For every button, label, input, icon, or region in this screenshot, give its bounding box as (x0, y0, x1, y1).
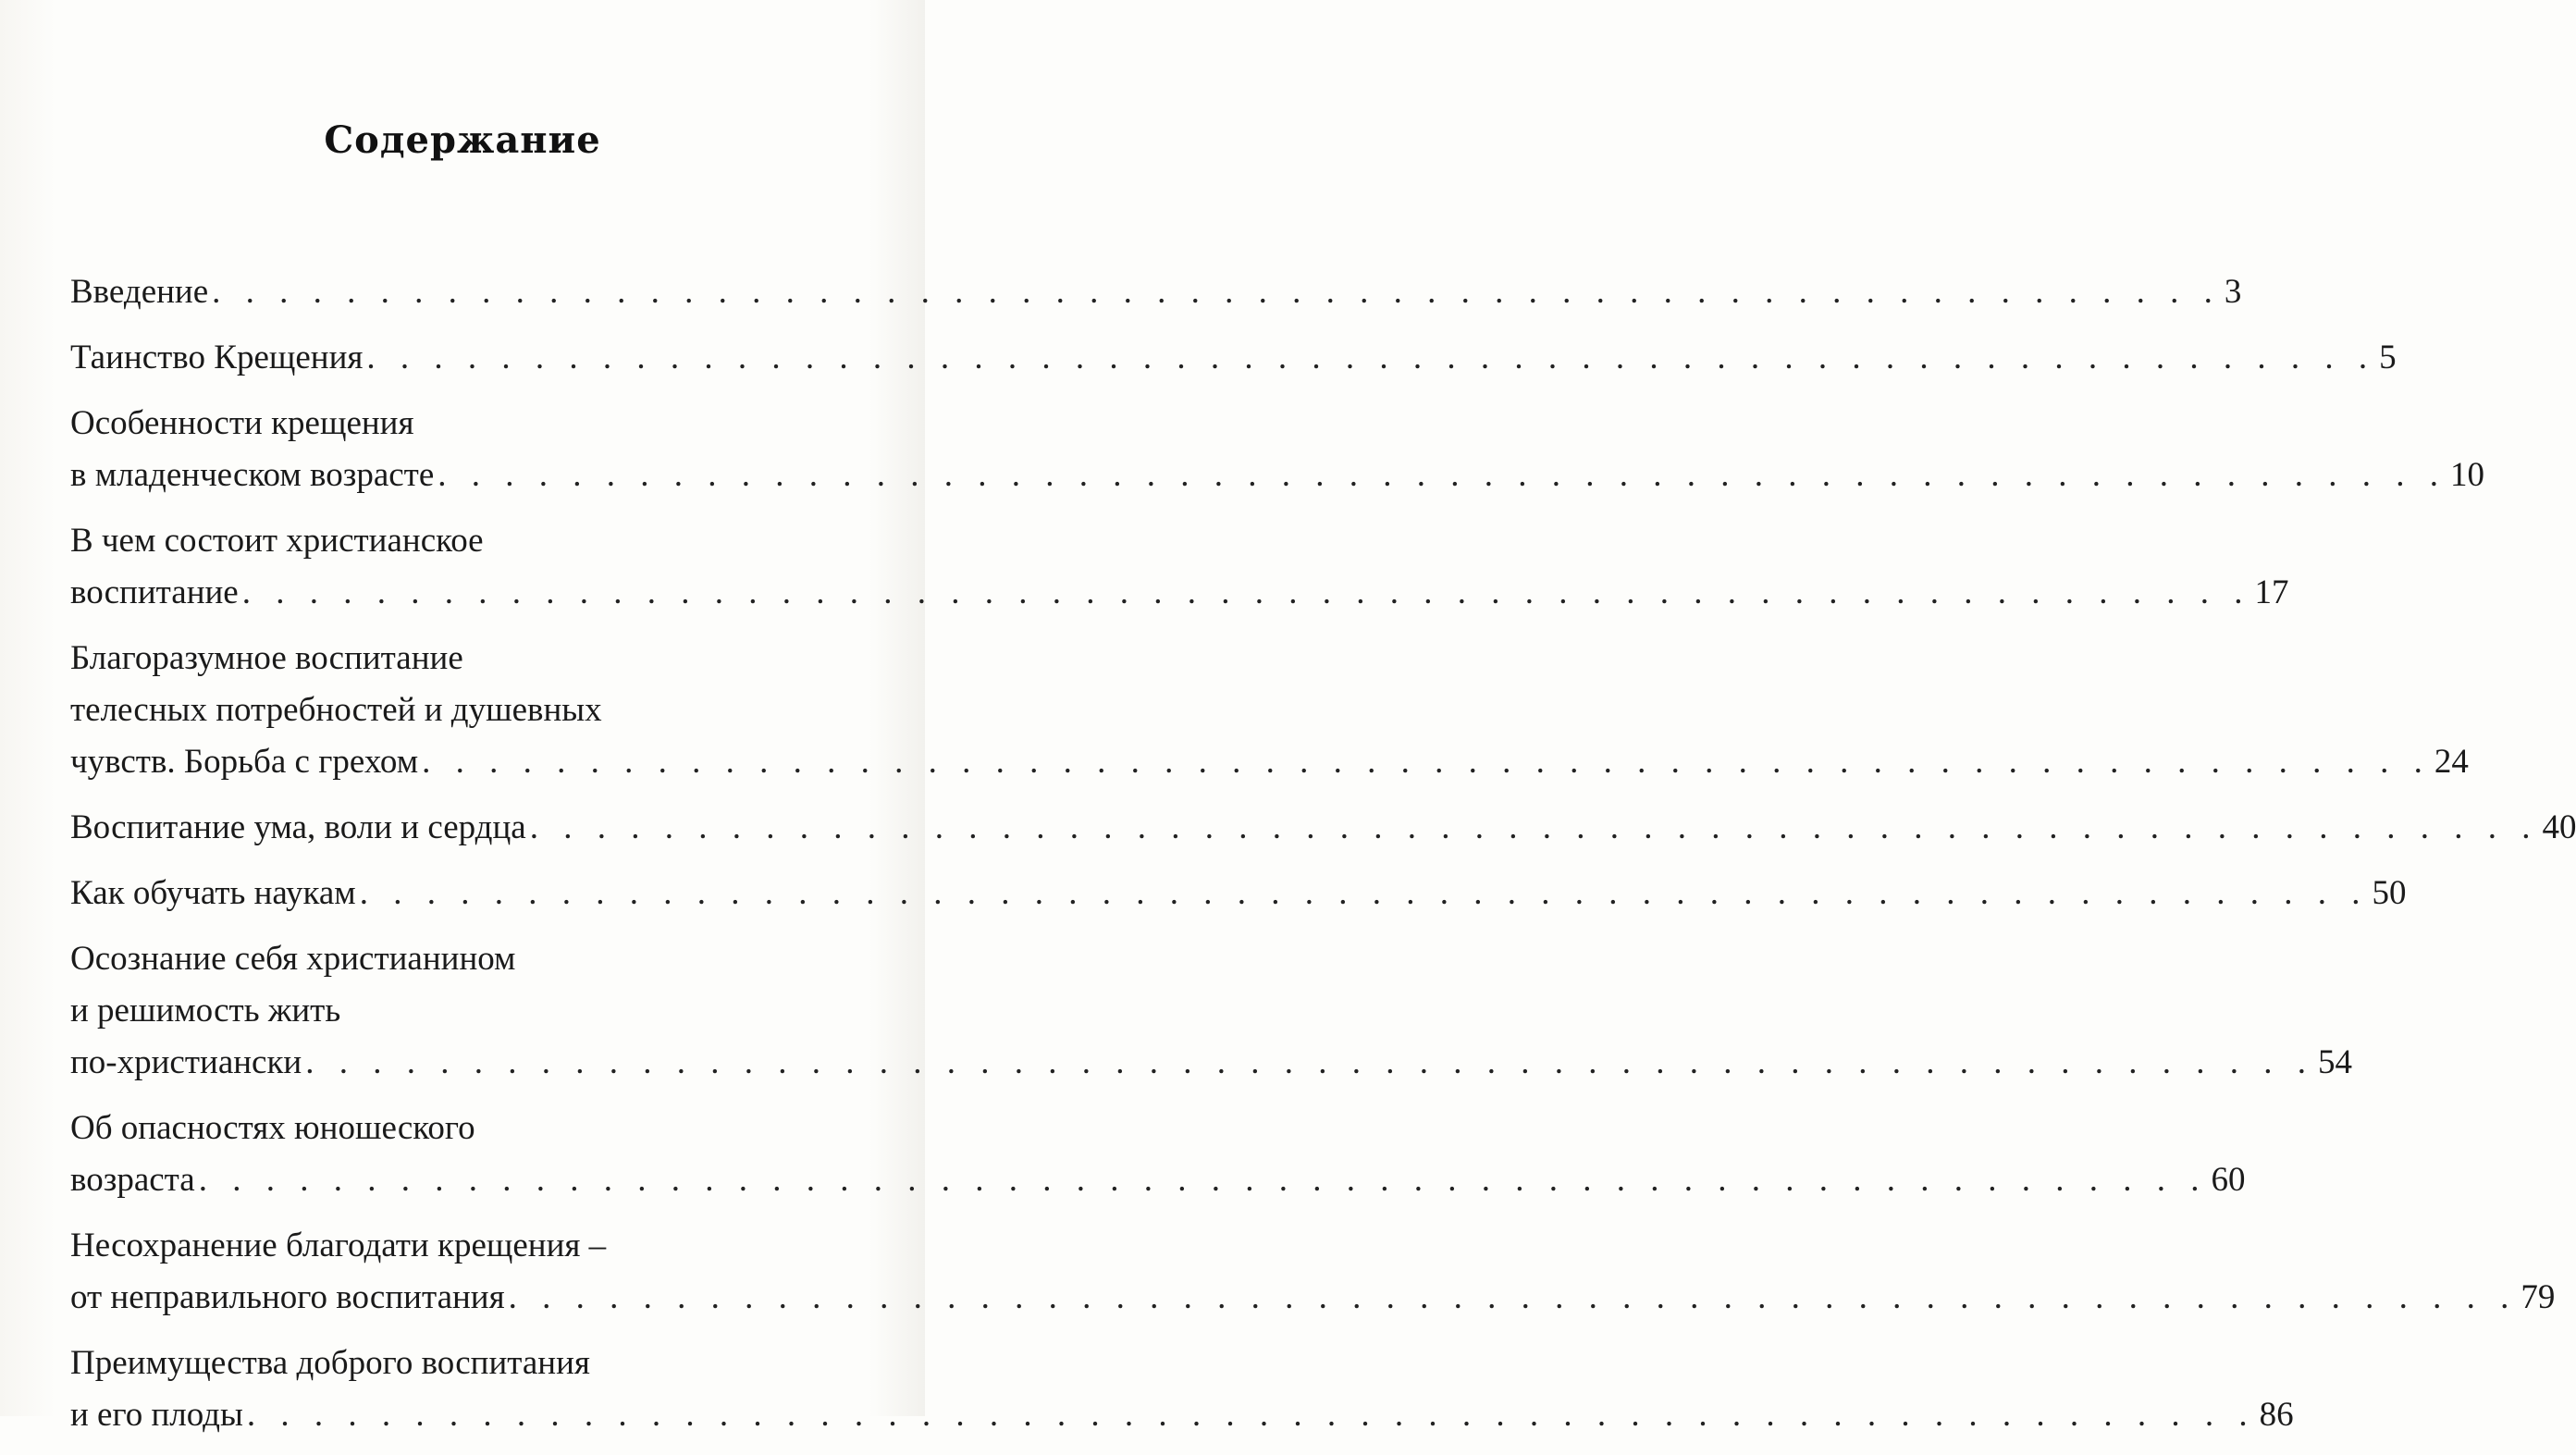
toc-entry-title-line: чувств. Борьба с грехом (70, 743, 419, 781)
page-title: Содержание (324, 118, 601, 162)
toc-entry-title-line: возраста (70, 1161, 195, 1199)
toc-entry-title-line: Воспитание ума, воли и сердца (70, 808, 526, 846)
toc-entry-row (70, 736, 2469, 788)
page-number: 79 (2521, 1278, 2556, 1316)
toc-entry-row (70, 868, 2407, 919)
toc-entry (70, 802, 2576, 854)
toc-entry-row (70, 567, 2289, 619)
toc-entry (70, 1103, 2246, 1206)
dot-leader: . . . . . . . . . . . . . . . . . . . . . . . . . . . . . . . . . . . . . . . . . . . . . . . . . . . . . . . . . . . . (438, 456, 2447, 494)
dot-leader: . . . . . . . . . . . . . . . . . . . . . . . . . . . . . . . . . . . . . . . . . . . . . . . . . . . . . . . . . . . . (212, 273, 2221, 311)
page-number: 60 (2211, 1161, 2246, 1199)
toc-entry-title-line: Как обучать наукам (70, 874, 356, 912)
page-number: 10 (2450, 456, 2485, 494)
page-number: 5 (2379, 339, 2397, 376)
page-number: 50 (2372, 874, 2407, 912)
toc-entry-title-line: телесных потребностей и душевных (70, 691, 602, 729)
toc-entry-title-line: Несохранение благодати крещения – (70, 1227, 607, 1264)
dot-leader: . . . . . . . . . . . . . . . . . . . . . . . . . . . . . . . . . . . . . . . . . . . . . . . . . . . . . . . . . . . . (246, 1396, 2256, 1434)
toc-entry-row (70, 1154, 2246, 1206)
toc-entry-row (70, 1389, 2294, 1441)
toc-entry (70, 1338, 2294, 1441)
toc-entry (70, 868, 2407, 919)
toc-entry-row (70, 450, 2485, 501)
toc-entry-row (70, 1037, 2352, 1089)
toc-entry-title-line: и его плоды (70, 1396, 243, 1434)
page-number: 17 (2254, 573, 2289, 611)
table-of-contents (70, 266, 2576, 1455)
page-number: 54 (2318, 1043, 2352, 1081)
toc-entry-title-line: В чем состоит христианское (70, 522, 484, 560)
toc-entry-title-line: по-христиански (70, 1043, 302, 1081)
toc-entry (70, 266, 2242, 318)
toc-entry (70, 633, 2469, 788)
toc-entry-title-line: Преимущества доброго воспитания (70, 1344, 590, 1382)
toc-entry-title-line: Введение (70, 273, 209, 311)
toc-entry-title-line: от неправильного воспитания (70, 1278, 505, 1316)
toc-entry-title-line: Об опасностях юношеского (70, 1109, 475, 1147)
toc-entry (70, 332, 2397, 384)
toc-entry-title-line: Особенности крещения (70, 404, 414, 442)
toc-entry-title-line: и решимость жить (70, 992, 341, 1030)
toc-entry-title-line: Благоразумное воспитание (70, 639, 463, 677)
toc-entry (70, 515, 2289, 619)
dot-leader: . . . . . . . . . . . . . . . . . . . . . . . . . . . . . . . . . . . . . . . . . . . . . . . . . . . . . . . . . . . . (359, 874, 2369, 912)
page-number: 86 (2259, 1396, 2294, 1434)
toc-entry-title-line: Таинство Крещения (70, 339, 364, 376)
page-number: 40 (2542, 808, 2576, 846)
page-number: 24 (2434, 743, 2469, 781)
dot-leader: . . . . . . . . . . . . . . . . . . . . . . . . . . . . . . . . . . . . . . . . . . . . . . . . . . . . . . . . . . . . (198, 1161, 2208, 1199)
dot-leader: . . . . . . . . . . . . . . . . . . . . . . . . . . . . . . . . . . . . . . . . . . . . . . . . . . . . . . . . . . . . (241, 573, 2251, 611)
page-number: 3 (2224, 273, 2242, 311)
dot-leader: . . . . . . . . . . . . . . . . . . . . . . . . . . . . . . . . . . . . . . . . . . . . . . . . . . . . . . . . . . . . (529, 808, 2539, 846)
toc-entry (70, 933, 2352, 1089)
toc-entry-title-line: в младенческом возрасте (70, 456, 435, 494)
toc-entry-row (70, 802, 2576, 854)
toc-entry-row (70, 266, 2242, 318)
toc-entry-row (70, 332, 2397, 384)
toc-entry-title-line: воспитание (70, 573, 239, 611)
toc-entry (70, 398, 2485, 501)
dot-leader: . . . . . . . . . . . . . . . . . . . . . . . . . . . . . . . . . . . . . . . . . . . . . . . . . . . . . . . . . . . . (508, 1278, 2518, 1316)
toc-entry-title-line: Осознание себя христианином (70, 940, 516, 978)
toc-entry (70, 1220, 2556, 1324)
dot-leader: . . . . . . . . . . . . . . . . . . . . . . . . . . . . . . . . . . . . . . . . . . . . . . . . . . . . . . . . . . . . (305, 1043, 2314, 1081)
dot-leader: . . . . . . . . . . . . . . . . . . . . . . . . . . . . . . . . . . . . . . . . . . . . . . . . . . . . . . . . . . . . (422, 743, 2431, 781)
toc-entry-row (70, 1272, 2556, 1324)
dot-leader: . . . . . . . . . . . . . . . . . . . . . . . . . . . . . . . . . . . . . . . . . . . . . . . . . . . . . . . . . . . . (366, 339, 2376, 376)
